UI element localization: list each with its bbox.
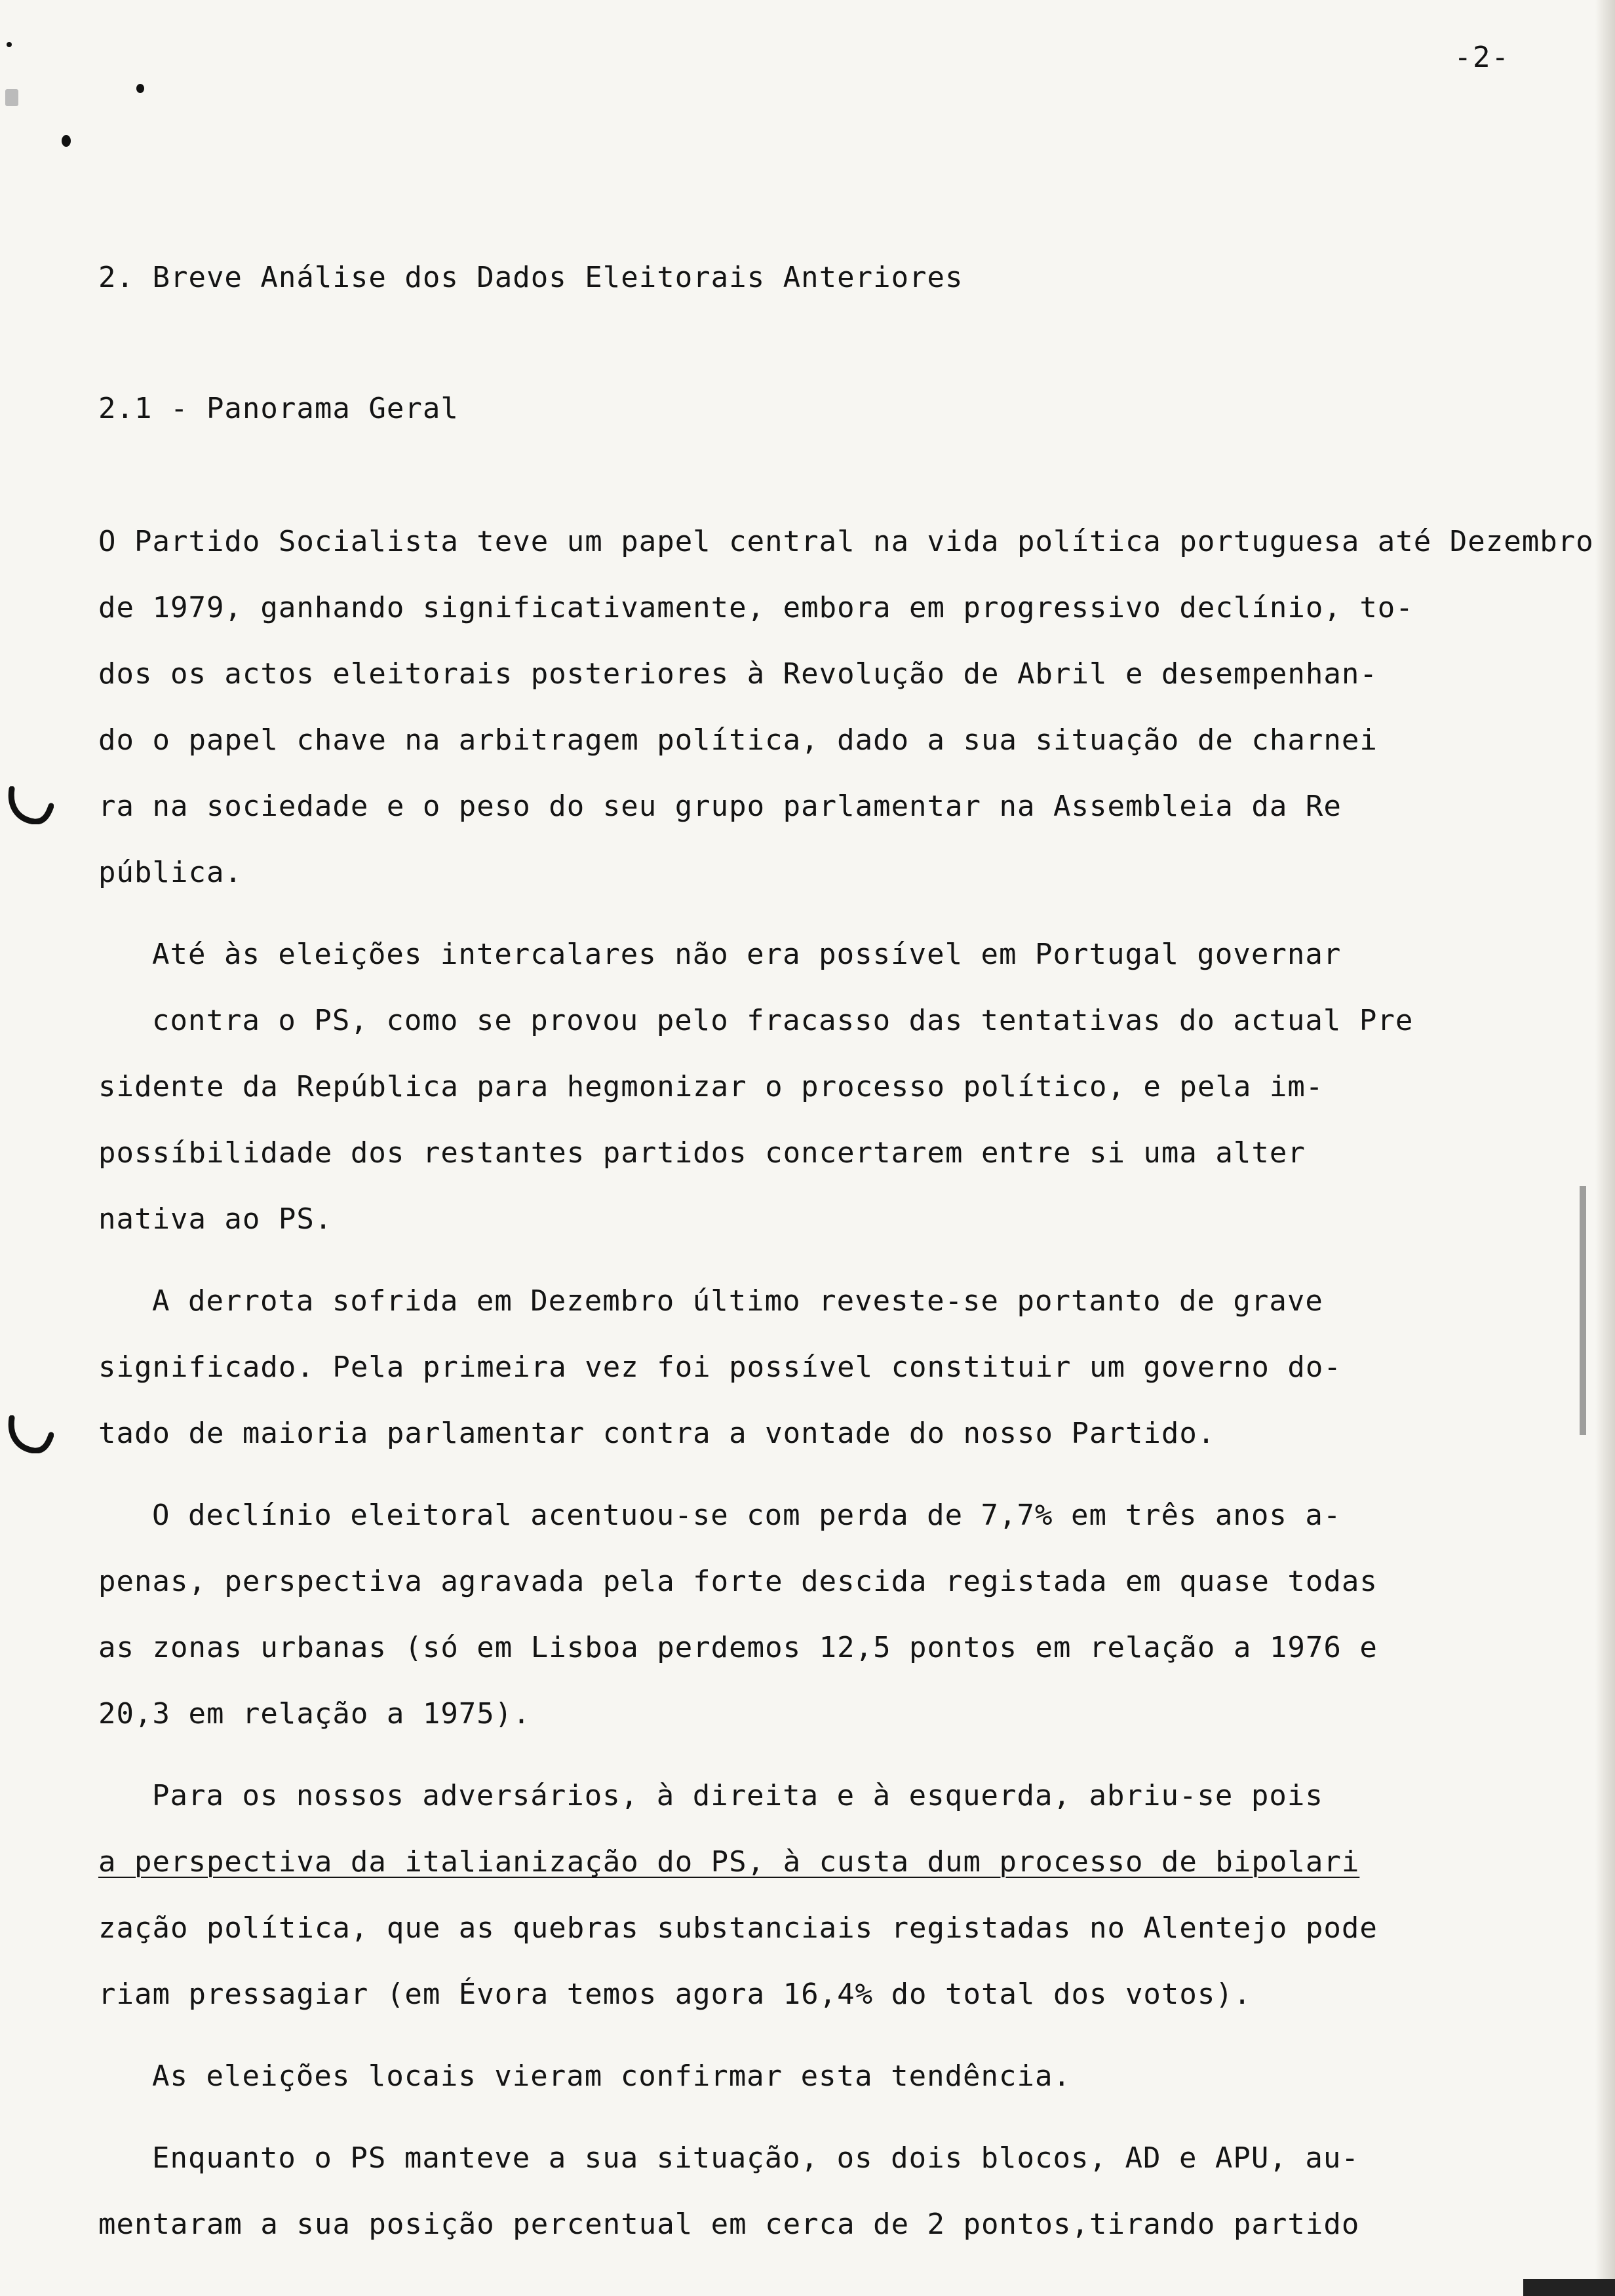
text-line: do o papel chave na arbitragem política, dado a sua situação de charnei <box>98 723 1378 757</box>
paragraph <box>98 1268 1508 1466</box>
text-line: pública. <box>98 856 243 889</box>
text-line: a perspectiva da italianização do PS, à custa dum processo de bipolari <box>98 1845 1360 1879</box>
text-line: significado. Pela primeira vez foi possível constituir um governo do- <box>98 1350 1342 1384</box>
text-line: riam pressagiar (em Évora temos agora 16,4% do total dos votos). <box>98 1978 1252 2011</box>
margin-hook-mark <box>8 786 54 824</box>
margin-hook-mark <box>8 1415 54 1453</box>
subsection-title: 2.1 - Panorama Geral <box>98 392 459 425</box>
scan-speck <box>62 135 71 147</box>
paragraph <box>98 1763 1508 2027</box>
paragraph <box>98 1482 1508 1747</box>
page-number: -2- <box>1454 41 1510 74</box>
scan-edge-smudge <box>1580 1186 1586 1435</box>
text-line: mentaram a sua posição percentual em cerca de 2 pontos,tirando partido <box>98 2208 1360 2241</box>
text-line: dos os actos eleitorais posteriores à Revolução de Abril e desempenhan- <box>98 657 1378 691</box>
text-line: 20,3 em relação a 1975). <box>98 1697 531 1731</box>
text-line: as zonas urbanas (só em Lisboa perdemos 12,5 pontos em relação a 1976 e <box>98 1631 1378 1664</box>
text-line: zação política, que as quebras substanciais registadas no Alentejo pode <box>98 1911 1378 1945</box>
text-line: tado de maioria parlamentar contra a vontade do nosso Partido. <box>98 1417 1216 1450</box>
text-line: O Partido Socialista teve um papel central na vida política portuguesa até Dezembro <box>98 525 1594 558</box>
paragraph <box>98 2125 1508 2257</box>
text-line: possíbilidade dos restantes partidos concertarem entre si uma alter <box>98 1136 1306 1170</box>
paragraph <box>98 508 1594 906</box>
text-line: penas, perspectiva agravada pela forte descida registada em quase todas <box>98 1565 1378 1598</box>
text-line: Enquanto o PS manteve a sua situação, os dois blocos, AD e APU, au- <box>152 2141 1359 2175</box>
scan-speck <box>136 84 144 93</box>
text-line: sidente da República para hegmonizar o processo político, e pela im- <box>98 1070 1324 1103</box>
text-line: A derrota sofrida em Dezembro último reveste-se portanto de grave <box>152 1284 1323 1318</box>
page-edge-shadow <box>1595 0 1615 2296</box>
text-line: ra na sociedade e o peso do seu grupo parlamentar na Assembleia da Re <box>98 790 1342 823</box>
page-corner-shadow <box>1523 2279 1615 2296</box>
body-text <box>98 508 1594 2273</box>
text-line: nativa ao PS. <box>98 1202 333 1236</box>
text-line: de 1979, ganhando significativamente, embora em progressivo declínio, to- <box>98 591 1414 624</box>
paragraph <box>98 921 1508 1252</box>
text-line: Para os nossos adversários, à direita e à esquerda, abriu-se pois <box>152 1779 1323 1812</box>
text-line: As eleições locais vieram confirmar esta tendência. <box>152 2059 1072 2093</box>
scan-speck <box>5 89 18 106</box>
scan-speck <box>7 42 12 47</box>
section-title: 2. Breve Análise dos Dados Eleitorais Anteriores <box>98 261 963 294</box>
text-line: Até às eleições intercalares não era possível em Portugal governar <box>152 938 1342 971</box>
paragraph <box>98 2043 1508 2109</box>
text-line: contra o PS, como se provou pelo fracasso das tentativas do actual Pre <box>152 1004 1414 1037</box>
text-line: O declínio eleitoral acentuou-se com perda de 7,7% em três anos a- <box>152 1499 1342 1532</box>
